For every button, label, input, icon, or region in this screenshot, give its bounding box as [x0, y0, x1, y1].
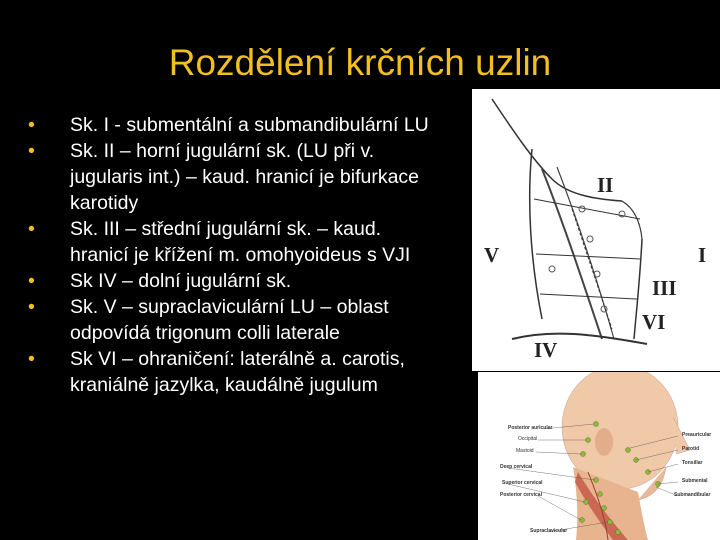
node-label: Submental	[682, 478, 708, 484]
bullet-line: Sk. II – horní jugulární sk. (LU při v.	[70, 140, 375, 162]
node-label: Supraclavicular	[530, 528, 568, 534]
level-label-iv: IV	[534, 338, 558, 362]
bullet-icon: •	[28, 348, 35, 370]
node-label: Deep cervical	[500, 464, 533, 470]
node-label: Superior cervical	[502, 480, 543, 486]
bullet-line: Sk VI – ohraničení: laterálně a. carotis,	[70, 348, 405, 370]
bullet-line: Sk. V – supraclaviculární LU – oblast	[70, 296, 389, 318]
bullet-icon: •	[28, 140, 35, 162]
node-label: Occipital	[518, 436, 538, 442]
bullet-line: karotidy	[70, 192, 139, 214]
node-label: Posterior cervical	[500, 492, 542, 498]
bullet-line: hranicí je křížení m. omohyoideus s VJI	[70, 244, 411, 266]
bullet-icon: •	[28, 296, 35, 318]
bullet-item	[28, 268, 478, 294]
bullet-list	[28, 112, 478, 398]
bullet-icon: •	[28, 218, 35, 240]
neck-levels-figure	[472, 89, 720, 371]
neck-levels-drawing	[472, 89, 720, 371]
head-lymph-drawing	[478, 372, 720, 540]
bullet-item	[28, 346, 478, 398]
node-label: Tonsillar	[682, 460, 703, 466]
level-label-ii: II	[597, 173, 614, 197]
bullet-item	[28, 112, 478, 138]
slide-title: Rozdělení krčních uzlin	[168, 42, 552, 83]
head-lymph-figure	[478, 372, 720, 540]
bullet-line: Sk. I - submentální a submandibulární LU	[70, 114, 429, 136]
level-label-vi: VI	[642, 310, 666, 334]
node-label: Posterior auricular	[508, 425, 553, 431]
level-label-i: I	[698, 243, 707, 267]
level-label-iii: III	[652, 276, 677, 300]
bullet-item	[28, 216, 478, 268]
level-label-v: V	[484, 243, 500, 267]
node-label: Submandibular	[674, 492, 711, 498]
bullet-icon: •	[28, 270, 35, 292]
bullet-line: kraniálně jazylka, kaudálně jugulum	[70, 374, 378, 396]
bullet-item	[28, 138, 478, 216]
node-label: Preauricular	[682, 432, 712, 438]
bullet-item	[28, 294, 478, 346]
bullet-line: Sk. III – střední jugulární sk. – kaud.	[70, 218, 382, 240]
node-label: Mastoid	[516, 448, 534, 454]
bullet-line: Sk IV – dolní jugulární sk.	[70, 270, 292, 292]
bullet-icon: •	[28, 114, 35, 136]
bullet-line: odpovídá trigonum colli laterale	[70, 322, 340, 344]
node-label: Parotid	[682, 446, 700, 452]
bullet-line: jugularis int.) – kaud. hranicí je bifurkace	[70, 166, 420, 188]
